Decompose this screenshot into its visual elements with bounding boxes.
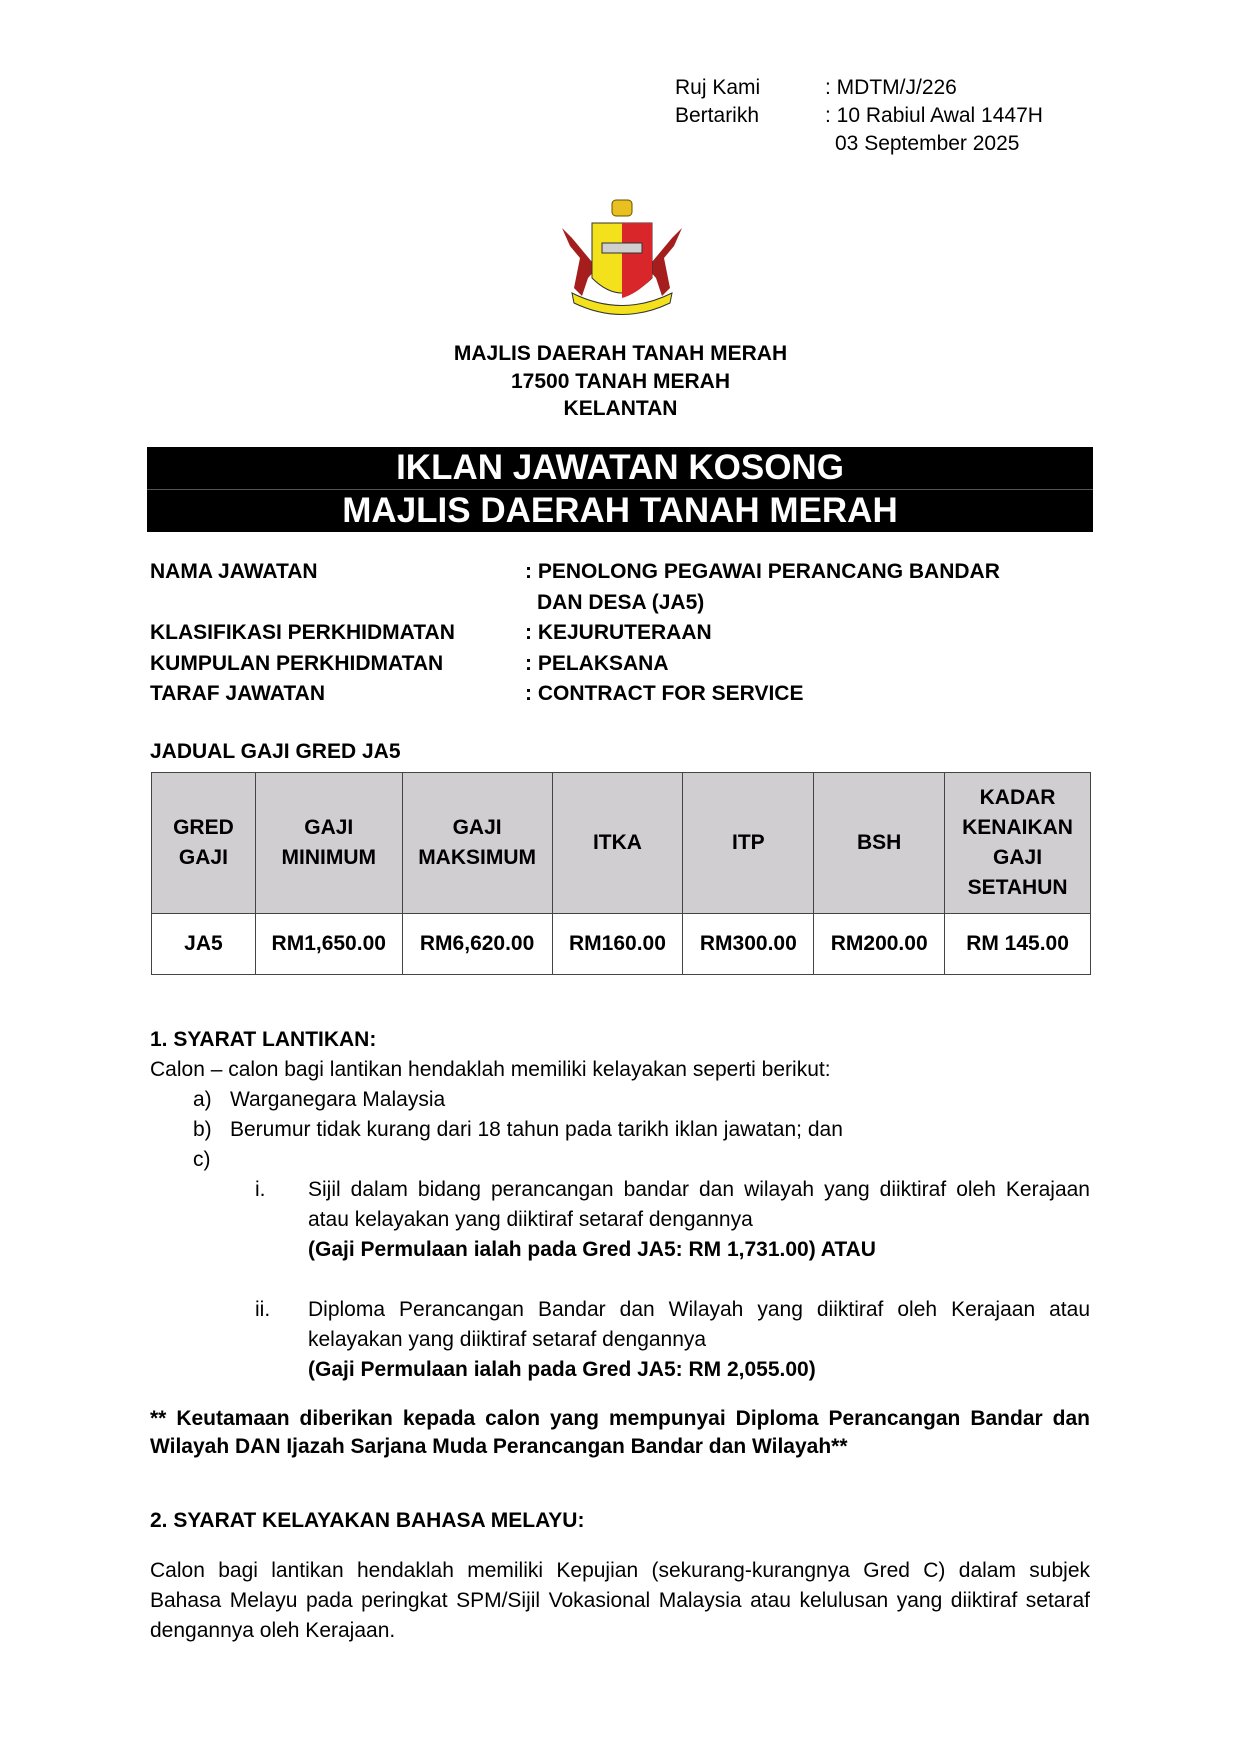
table-cell: RM200.00 (814, 914, 945, 975)
header-cell: GAJI MAKSIMUM (402, 773, 552, 914)
field-value: : PELAKSANA (525, 651, 669, 675)
organization-address (0, 340, 1241, 423)
ruj-label: Ruj Kami (675, 76, 761, 99)
section-2-heading: 2. SYARAT KELAYAKAN BAHASA MELAYU: (150, 1509, 585, 1532)
section-1-intro: Calon – calon bagi lantikan hendaklah memiliki kelayakan seperti berikut: (150, 1058, 831, 1081)
date-gregorian: 03 September 2025 (835, 132, 1020, 155)
section-1-heading: 1. SYARAT LANTIKAN: (150, 1028, 377, 1051)
table-cell: RM1,650.00 (255, 914, 402, 975)
header-cell: ITP (683, 773, 814, 914)
salary-table (151, 772, 1091, 975)
council-crest-logo (552, 198, 692, 326)
header-cell: ITKA (552, 773, 683, 914)
header-cell: GRED GAJI (152, 773, 256, 914)
field-value: : KEJURUTERAAN (525, 621, 712, 644)
header-cell: GAJI MINIMUM (255, 773, 402, 914)
table-row (152, 914, 1091, 975)
document-body (150, 1025, 1090, 1646)
list-item: b) Berumur tidak kurang dari 18 tahun pada tarikh iklan jawatan; dan (193, 1118, 843, 1141)
salary-table-title: JADUAL GAJI GRED JA5 (150, 740, 401, 763)
table-cell: RM 145.00 (945, 914, 1091, 975)
sub-list-item: ii. Diploma Perancangan Bandar dan Wilayah yang diiktiraf oleh Kerajaan atau kelayakan yang diiktiraf setaraf dengannya (Gaji Permulaan ialah pada Gred JA5: RM 2,055.00) (150, 1295, 1090, 1385)
field-label: KLASIFIKASI PERKHIDMATAN (150, 621, 455, 644)
field-label: KUMPULAN PERKHIDMATAN (150, 651, 444, 675)
section-2-text: Calon bagi lantikan hendaklah memiliki Kepujian (sekurang-kurangnya Gred C) dalam subjek Bahasa Melayu pada peringkat SPM/Sijil Vokasional Malaysia atau kelulusan yang diiktiraf setaraf dengannya oleh Kerajaan. (150, 1559, 1090, 1642)
title-banner (147, 447, 1093, 532)
field-value: : PENOLONG PEGAWAI PERANCANG BANDAR (525, 560, 1000, 583)
table-header-row (152, 773, 1091, 914)
organization-postcode: 17500 TANAH MERAH (511, 369, 730, 393)
ruj-value: : MDTM/J/226 (825, 76, 957, 99)
date-hijri: : 10 Rabiul Awal 1447H (825, 104, 1043, 127)
table-cell: JA5 (152, 914, 256, 975)
field-label: NAMA JAWATAN (150, 560, 318, 583)
starting-salary: (Gaji Permulaan ialah pada Gred JA5: RM 1,731.00) ATAU (308, 1238, 876, 1261)
organization-name: MAJLIS DAERAH TANAH MERAH (453, 342, 788, 365)
field-value: : CONTRACT FOR SERVICE (525, 682, 804, 705)
organization-state: KELANTAN (563, 397, 678, 420)
header-cell: KADAR KENAIKAN GAJI SETAHUN (945, 773, 1091, 914)
date-label: Bertarikh (675, 104, 760, 127)
list-item: a) Warganegara Malaysia (193, 1088, 446, 1111)
starting-salary: (Gaji Permulaan ialah pada Gred JA5: RM 2,055.00) (308, 1358, 816, 1381)
field-label: TARAF JAWATAN (150, 682, 325, 705)
priority-note: ** Keutamaan diberikan kepada calon yang mempunyai Diploma Perancangan Bandar dan Wilayah DAN Ijazah Sarjana Muda Perancangan Bandar dan Wilayah** (150, 1407, 1090, 1458)
table-cell: RM300.00 (683, 914, 814, 975)
job-details (150, 557, 1077, 710)
field-value-cont: DAN DESA (JA5) (537, 590, 705, 614)
reference-block (675, 74, 1043, 158)
banner-line-2: MAJLIS DAERAH TANAH MERAH (342, 491, 898, 530)
table-cell: RM160.00 (552, 914, 683, 975)
sub-list-item: i. Sijil dalam bidang perancangan bandar dan wilayah yang diiktiraf oleh Kerajaan atau kelayakan yang diiktiraf setaraf dengannya (Gaji Permulaan ialah pada Gred JA5: RM 1,731.00) ATAU (150, 1175, 1090, 1265)
banner-line-1: IKLAN JAWATAN KOSONG (396, 448, 844, 487)
header-cell: BSH (814, 773, 945, 914)
list-item: c) (193, 1148, 211, 1171)
table-cell: RM6,620.00 (402, 914, 552, 975)
